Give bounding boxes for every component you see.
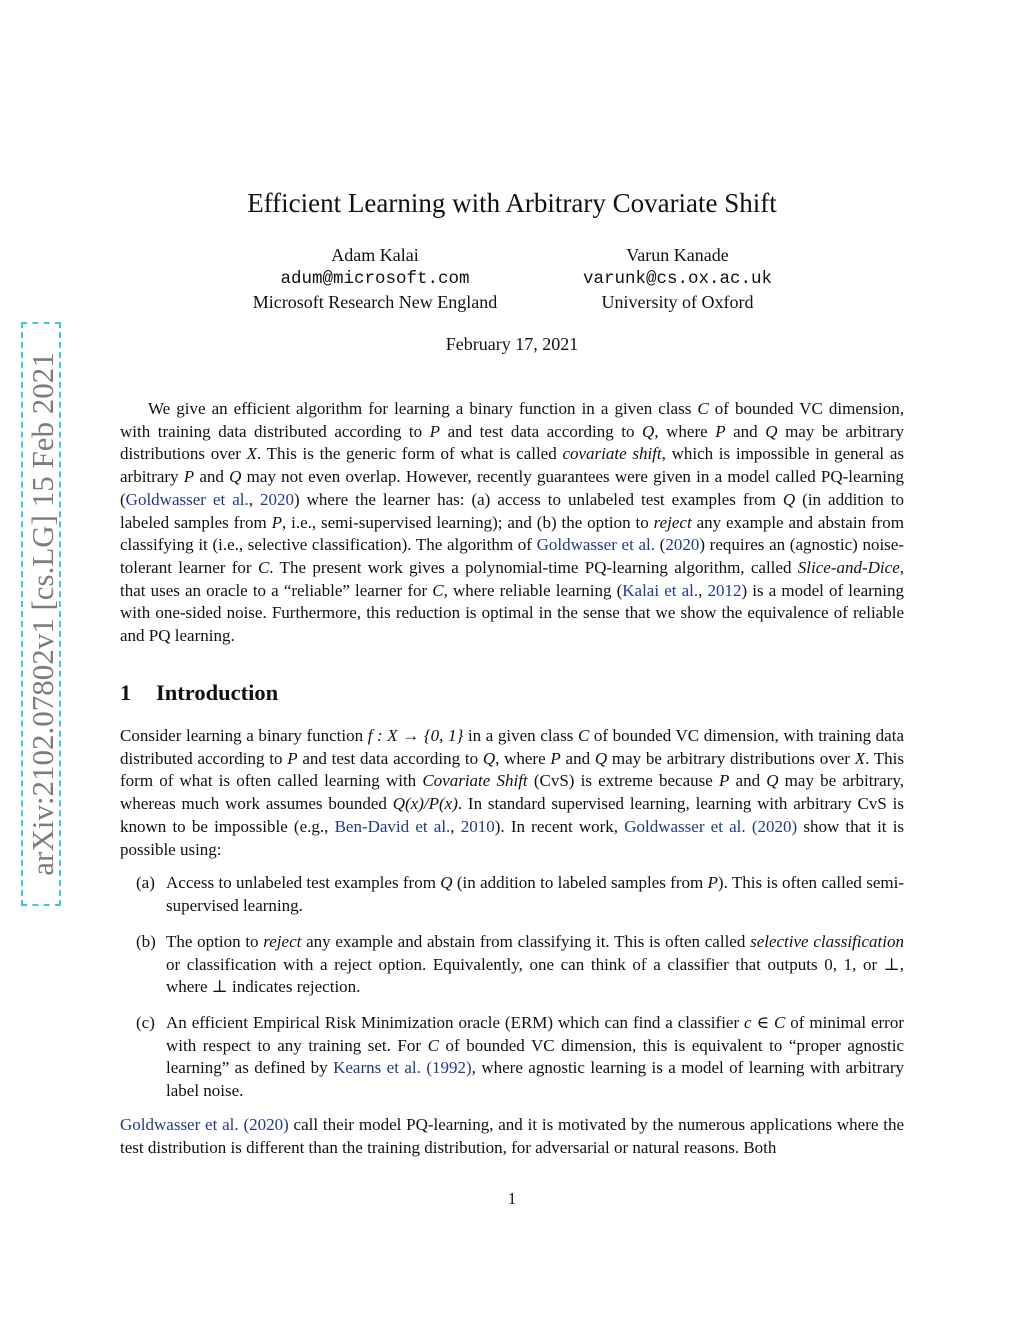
citation-link[interactable]: Goldwasser et al. — [120, 1115, 239, 1134]
author-block-2 — [540, 244, 815, 315]
citation-link[interactable]: (2020) — [751, 816, 798, 836]
intro-paragraph: Consider learning a binary function f : X → {0, 1} in a given class C of bounded VC dimension, with training data distributed according to P and test data according to Q, where P and Q may be arbitrary distributions over X. This form of what is often called learning with Covariate Shift (CvS) is extreme because P and Q may be arbitrary, whereas much work assumes bounded Q(x)/P(x). In standard supervised learning, learning with arbitrary CvS is known to be impossible (e.g., Ben-David et al., 2010). In recent work, Goldwasser et al. (2020) show that it is possible using: — [120, 726, 905, 859]
page-number: 1 — [507, 1189, 517, 1208]
citation-link[interactable]: Goldwasser et al. — [624, 816, 746, 836]
citation-link[interactable]: Goldwasser et al. — [125, 489, 249, 509]
list-label: (a) — [136, 873, 155, 892]
citation-link[interactable]: (2020) — [243, 1115, 289, 1134]
list-label: (c) — [136, 1013, 155, 1032]
citation-link[interactable]: Ben-David et al. — [334, 816, 451, 836]
author-name: Adam Kalai — [331, 245, 419, 265]
author-affiliation: Microsoft Research New England — [252, 292, 498, 312]
citation-link[interactable]: (1992) — [426, 1058, 472, 1078]
author-name: Varun Kanade — [626, 245, 729, 265]
closing-paragraph: Goldwasser et al. (2020) call their model PQ-learning, and it is motivated by the numerous applications where the test distribution is different than the training distribution, for adversarial or natural reasons. Both — [120, 1115, 904, 1157]
citation-link[interactable]: 2020 — [259, 489, 294, 509]
abstract: We give an efficient algorithm for learning a binary function in a given class C of bounded VC dimension, with training data distributed according to P and test data according to Q, where P and Q may be arbitrary distributions over X. This is the generic form of what is called covariate shift, which is impossible in general as arbitrary P and Q may not even overlap. However, recently guarantees were given in a model called PQ-learning (Goldwasser et al., 2020) where the learner has: (a) access to unlabeled test examples from Q (in addition to labeled samples from P, i.e., semi-supervised learning); and (b) the option to reject any example and abstain from classifying it (i.e., selective classification). The algorithm of Goldwasser et al. (2020) requires an (agnostic) noise-tolerant learner for C. The present work gives a polynomial-time PQ-learning algorithm, called Slice-and-Dice, that uses an oracle to a “reliable” learner for C, where reliable learning (Kalai et al., 2012) is a model of learning with one-sided noise. Furthermore, this reduction is optimal in the sense that we show the equivalence of reliable and PQ learning. — [120, 399, 905, 646]
author-email: adum@microsoft.com — [280, 268, 470, 289]
list-text: An efficient Empirical Risk Minimization oracle (ERM) which can find a classifier c ∈ C of minimal error with respect to any training set. For C of bounded VC dimension, this is equivalent to “proper agnostic learning” as defined by Kearns et al. (1992), where agnostic learning is a model of learning with arbitrary label noise. — [166, 1013, 905, 1101]
list-item — [120, 872, 904, 917]
paper-title: Efficient Learning with Arbitrary Covariate Shift — [247, 188, 777, 218]
citation-link[interactable]: Kalai et al. — [622, 580, 699, 600]
list-item — [120, 931, 904, 999]
citation-link[interactable]: 2020 — [665, 535, 700, 555]
list-text: The option to reject any example and abstain from classifying it. This is often called selective classification or classification with a reject option. Equivalently, one can think of a classifier that outputs 0, 1, or ⊥, where ⊥ indicates rejection. — [166, 932, 904, 997]
author-email: varunk@cs.ox.ac.uk — [582, 268, 773, 289]
section-title: Introduction — [156, 680, 279, 705]
arxiv-stamp-area — [18, 318, 64, 910]
citation-link[interactable]: 2012 — [707, 580, 742, 600]
list-label: (b) — [136, 932, 156, 951]
section-number: 1 — [120, 680, 132, 705]
author-block-1 — [220, 244, 530, 315]
citation-link[interactable]: Kearns et al. — [333, 1058, 421, 1078]
list-text: Access to unlabeled test examples from Q (in addition to labeled samples from P). This is often called semi-supervised learning. — [166, 873, 904, 915]
author-affiliation: University of Oxford — [601, 292, 754, 312]
list-item — [120, 1012, 904, 1103]
section-heading — [120, 679, 278, 707]
citation-link[interactable]: 2010 — [460, 816, 495, 836]
citation-link[interactable]: Goldwasser et al. — [536, 535, 655, 555]
paper-date: February 17, 2021 — [445, 334, 579, 354]
arxiv-stamp: arXiv:2102.07802v1 [cs.LG] 15 Feb 2021 — [21, 322, 61, 906]
